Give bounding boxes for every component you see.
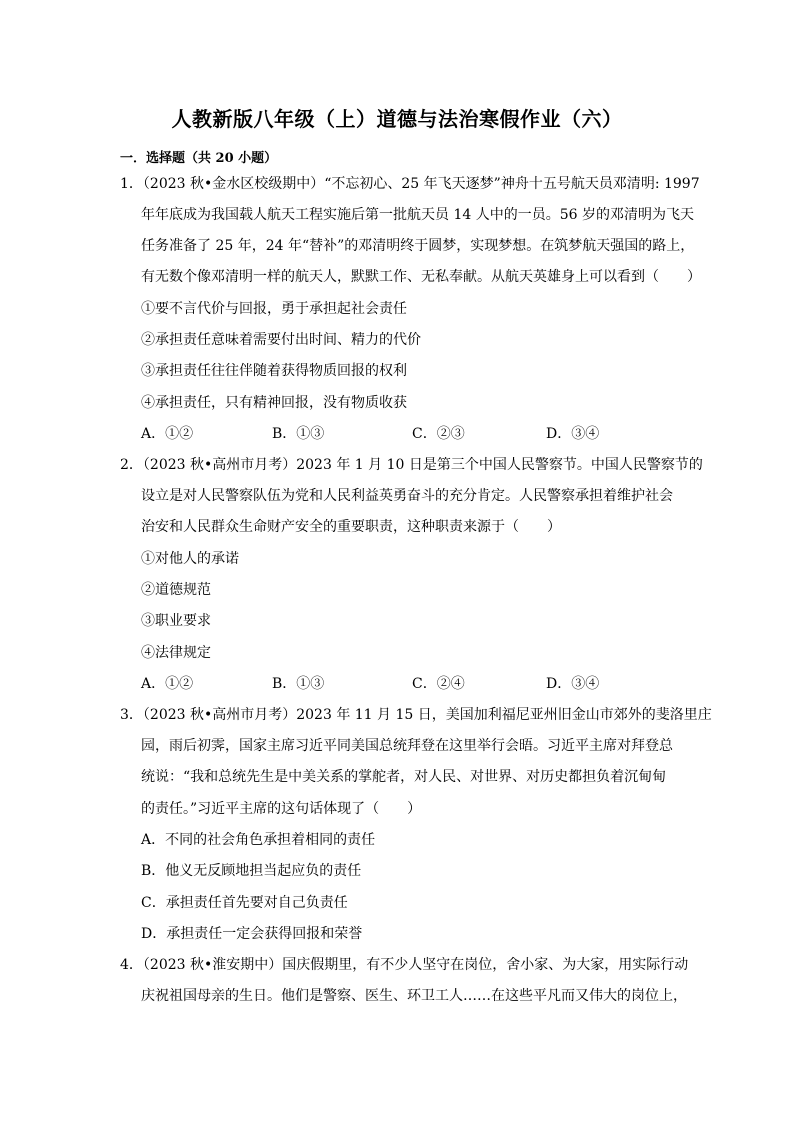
q3-stem-line-1: 3．（2023 秋•高州市月考）2023 年 11 月 15 日，美国加利福尼亚州旧金山市郊外的斐洛里庄 — [120, 707, 712, 723]
q2-option-b: B．①③ — [272, 676, 325, 692]
q1-option-c: C．②③ — [412, 426, 465, 442]
q3-option-d: D．承担责任一定会获得回报和荣誉 — [141, 926, 363, 942]
q2-stem-line-1: 2．（2023 秋•高州市月考）2023 年 1 月 10 日是第三个中国人民警察节。中国人民警察节的 — [120, 457, 703, 473]
q2-option-c: C．②④ — [412, 676, 465, 692]
q1-stem-line-3: 任务准备了 25 年，24 年“替补”的邓清明终于圆梦，实现梦想。在筑梦航天强国的路上， — [141, 238, 695, 254]
section-heading: 一．选择题（共 20 小题） — [120, 151, 278, 166]
q4-stem-line-1: 4．（2023 秋•淮安期中）国庆假期里，有不少人坚守在岗位，舍小家、为大家，用实际行动 — [120, 957, 689, 973]
q1-statement-1: ①要不言代价与回报，勇于承担起社会责任 — [141, 301, 407, 317]
q1-stem-line-4: 有无数个像邓清明一样的航天人，默默工作、无私奉献。从航天英雄身上可以看到（ ） — [141, 269, 701, 285]
q2-statement-1: ①对他人的承诺 — [141, 551, 239, 567]
q3-stem-line-3: 统说：“我和总统先生是中美关系的掌舵者，对人民、对世界、对历史都担负着沉甸甸 — [141, 769, 667, 785]
q2-option-d: D．③④ — [546, 676, 600, 692]
q4-stem-line-2: 庆祝祖国母亲的生日。他们是警察、医生、环卫工人……在这些平凡而又伟大的岗位上， — [141, 988, 687, 1004]
q1-statement-4: ④承担责任，只有精神回报，没有物质收获 — [141, 395, 407, 411]
q3-option-b: B．他义无反顾地担当起应负的责任 — [141, 863, 362, 879]
q2-stem-line-3: 治安和人民群众生命财产安全的重要职责，这种职责来源于（ ） — [141, 519, 561, 535]
q1-stem-line-2: 年年底成为我国载人航天工程实施后第一批航天员 14 人中的一员。56 岁的邓清明为飞天 — [141, 207, 694, 223]
q2-statement-3: ③职业要求 — [141, 613, 211, 629]
q1-statement-3: ③承担责任往往伴随着获得物质回报的权利 — [141, 363, 407, 379]
q2-statement-4: ④法律规定 — [141, 645, 211, 661]
q2-statement-2: ②道德规范 — [141, 582, 211, 598]
q2-stem-line-2: 设立是对人民警察队伍为党和人民利益英勇奋斗的充分肯定。人民警察承担着维护社会 — [141, 488, 673, 504]
q1-option-d: D．③④ — [546, 426, 600, 442]
q3-stem-line-2: 园，雨后初霁，国家主席习近平同美国总统拜登在这里举行会晤。习近平主席对拜登总 — [141, 738, 673, 754]
q1-option-b: B．①③ — [272, 426, 325, 442]
q1-option-a: A．①② — [141, 426, 194, 442]
q3-stem-line-4: 的责任。”习近平主席的这句话体现了（ ） — [141, 801, 422, 817]
q1-statement-2: ②承担责任意味着需要付出时间、精力的代价 — [141, 332, 421, 348]
q3-option-c: C．承担责任首先要对自己负责任 — [141, 895, 348, 911]
document-title: 人教新版八年级（上）道德与法治寒假作业（六） — [171, 107, 623, 131]
q2-option-a: A．①② — [141, 676, 194, 692]
q1-stem-line-1: 1．（2023 秋•金水区校级期中）“不忘初心、25 年飞天逐梦”神舟十五号航天员邓清明: 1997 — [120, 176, 700, 192]
q3-option-a: A．不同的社会角色承担着相同的责任 — [141, 832, 376, 848]
